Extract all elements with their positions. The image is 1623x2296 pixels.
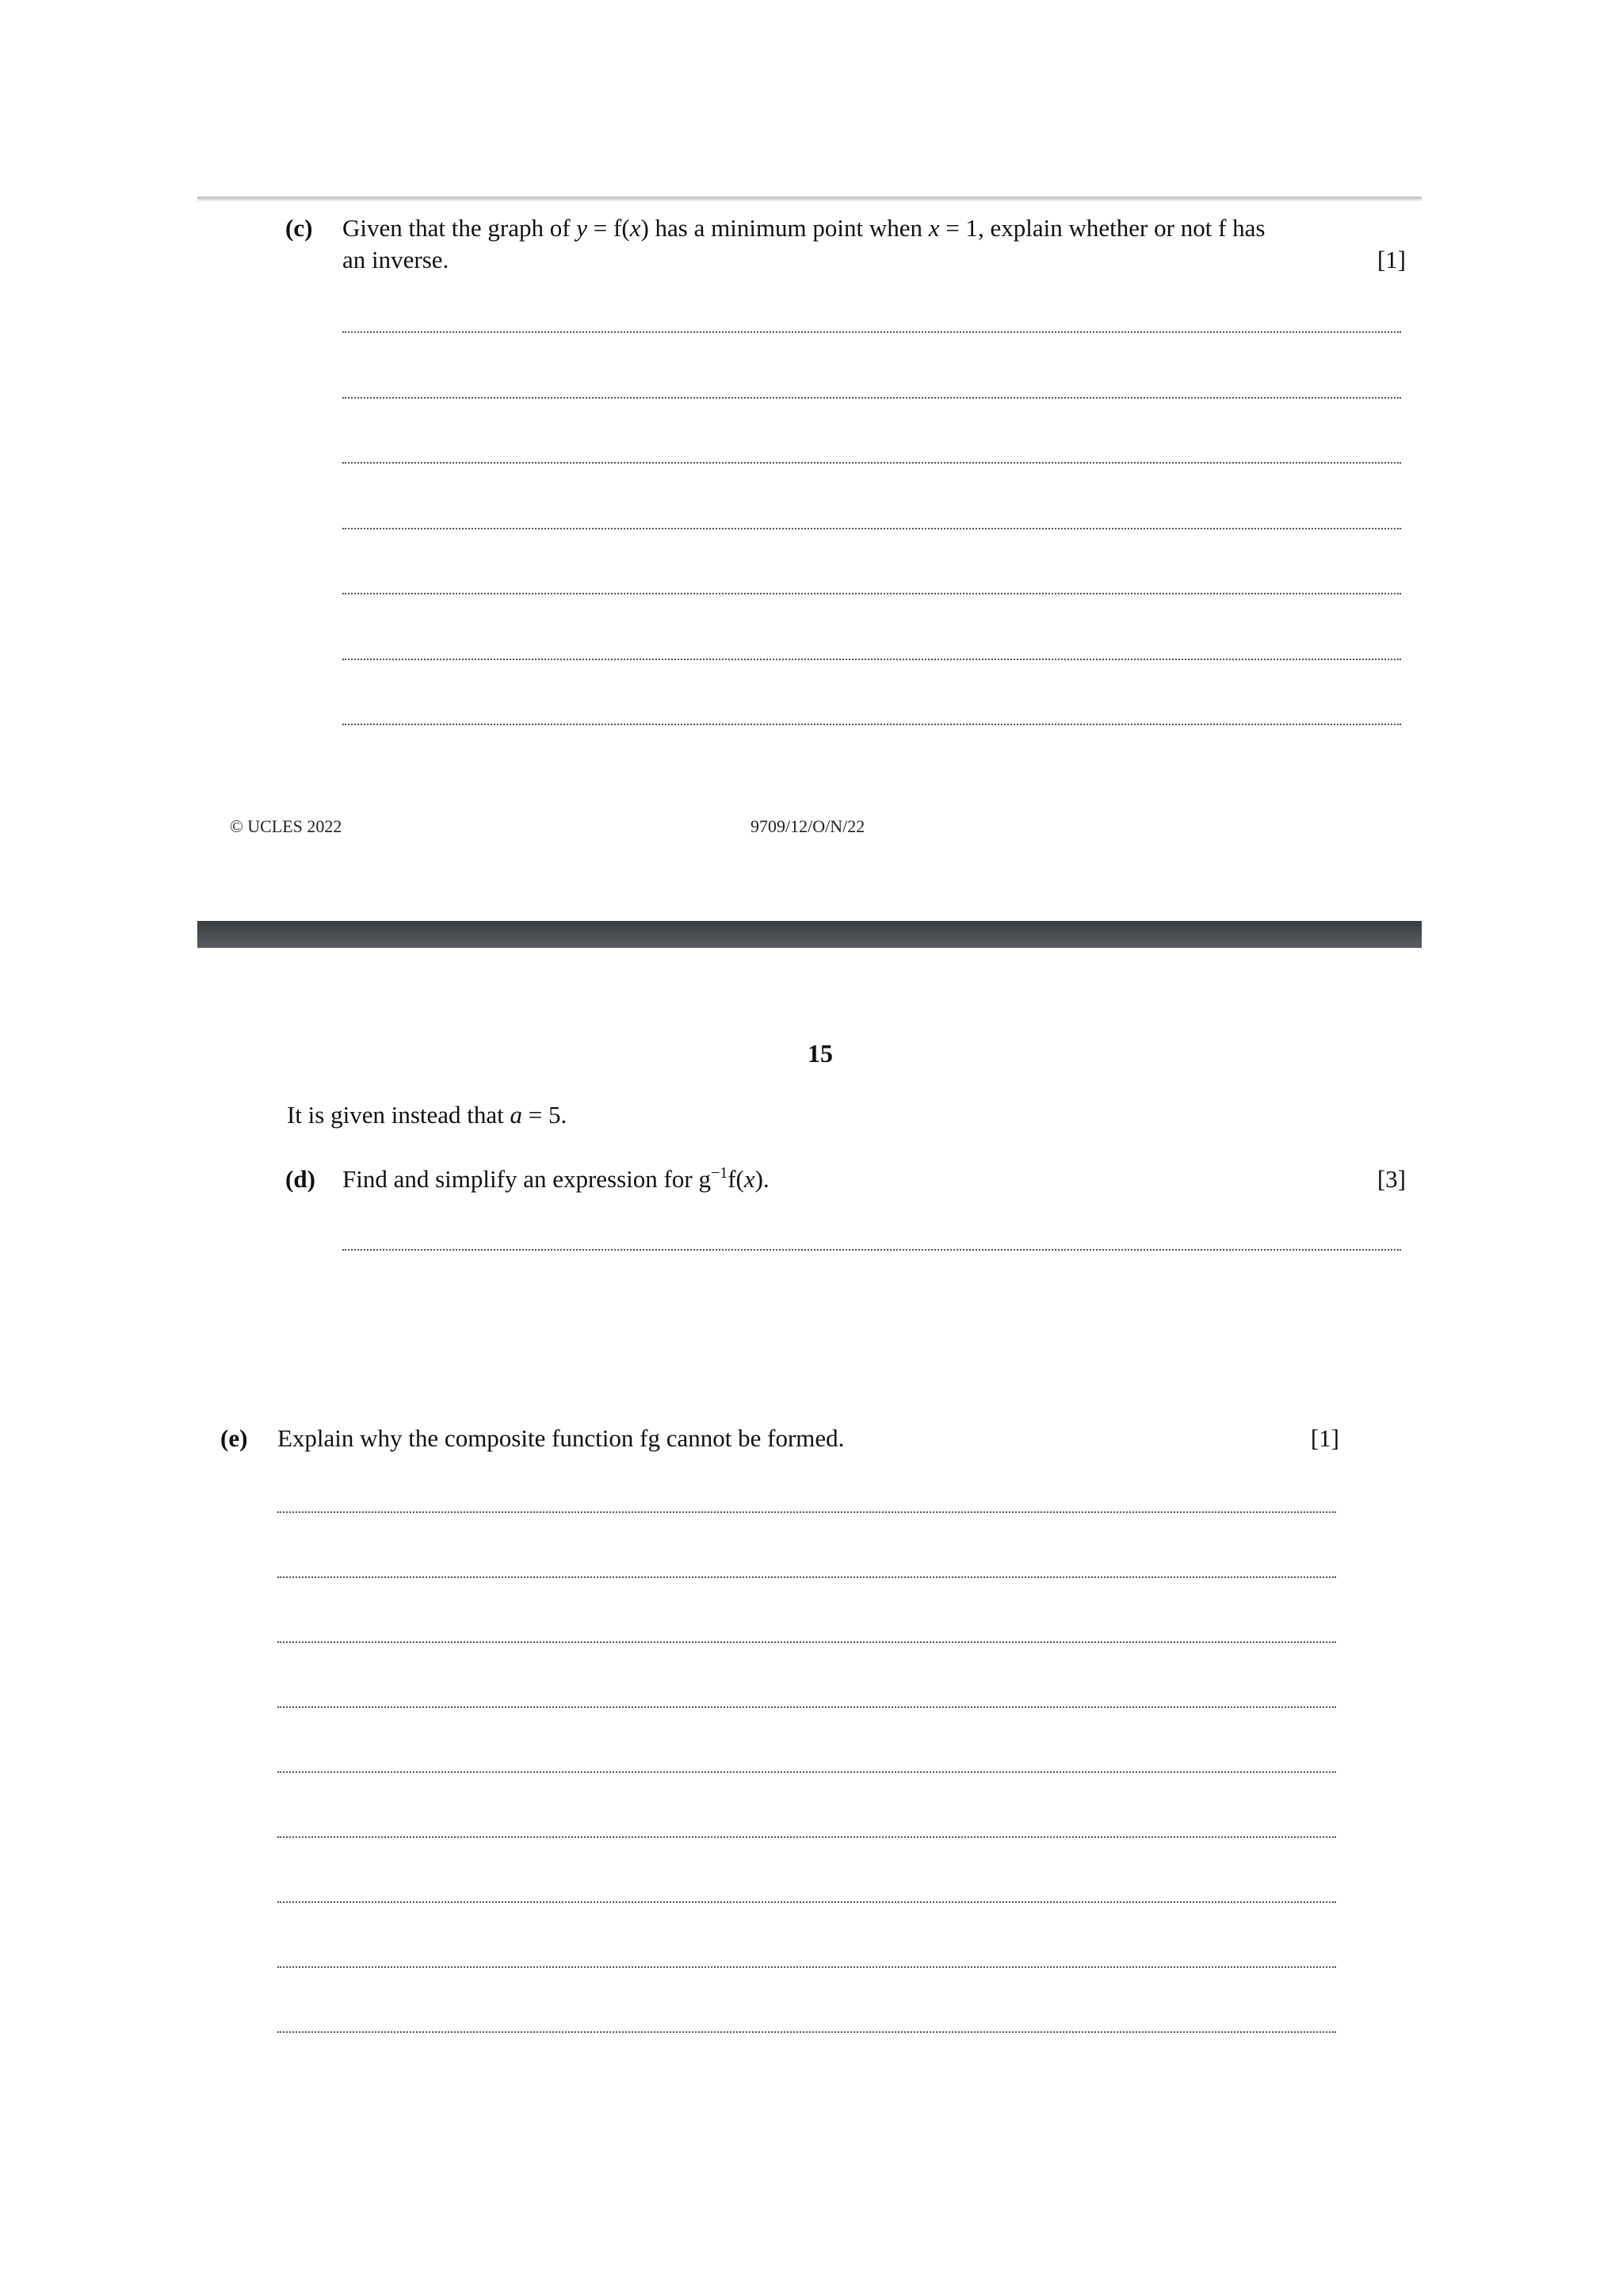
intro-text: It is given instead that a = 5. bbox=[287, 1101, 567, 1129]
part-c-answer-line[interactable] bbox=[342, 331, 1401, 333]
part-c-answer-line[interactable] bbox=[342, 659, 1401, 660]
part-e-answer-line[interactable] bbox=[277, 2031, 1336, 2033]
part-e-question: Explain why the composite function fg cannot be formed. bbox=[277, 1424, 845, 1452]
part-c-answer-line[interactable] bbox=[342, 462, 1401, 464]
part-e-answer-line[interactable] bbox=[277, 1576, 1336, 1578]
part-c-question-line-1: Given that the graph of y = f(x) has a minimum point when x = 1, explain whether or not f has bbox=[342, 214, 1266, 242]
part-d-marks: [3] bbox=[1377, 1165, 1406, 1193]
part-e-answer-line[interactable] bbox=[277, 1836, 1336, 1838]
part-e-answer-line[interactable] bbox=[277, 1901, 1336, 1903]
part-d-answer-line[interactable] bbox=[342, 1249, 1401, 1251]
part-d-question: Find and simplify an expression for $g^{-1}f(x)$. bbox=[342, 1164, 769, 1193]
part-c-answer-line[interactable] bbox=[342, 528, 1401, 529]
paper-code: 9709/12/O/N/22 bbox=[750, 816, 865, 836]
part-e-answer-line[interactable] bbox=[277, 1706, 1336, 1708]
page-divider bbox=[197, 921, 1422, 948]
part-c-question-line-2: an inverse. bbox=[342, 246, 449, 273]
part-e-marks: [1] bbox=[1310, 1424, 1339, 1452]
previous-page-edge bbox=[197, 197, 1422, 201]
part-c-label: (c) bbox=[285, 214, 313, 242]
part-e-answer-line[interactable] bbox=[277, 1641, 1336, 1643]
part-c-answer-line[interactable] bbox=[342, 724, 1401, 725]
part-e-answer-line[interactable] bbox=[277, 1511, 1336, 1513]
part-c-marks: [1] bbox=[1377, 246, 1406, 273]
part-e-answer-line[interactable] bbox=[277, 1966, 1336, 1968]
page-number: 15 bbox=[808, 1039, 833, 1068]
part-e-answer-line[interactable] bbox=[277, 1771, 1336, 1773]
part-e-label: (e) bbox=[220, 1424, 248, 1452]
part-c-answer-line[interactable] bbox=[342, 397, 1401, 399]
part-d-label: (d) bbox=[285, 1165, 315, 1193]
copyright-notice: © UCLES 2022 bbox=[230, 816, 342, 836]
part-c-answer-line[interactable] bbox=[342, 593, 1401, 594]
